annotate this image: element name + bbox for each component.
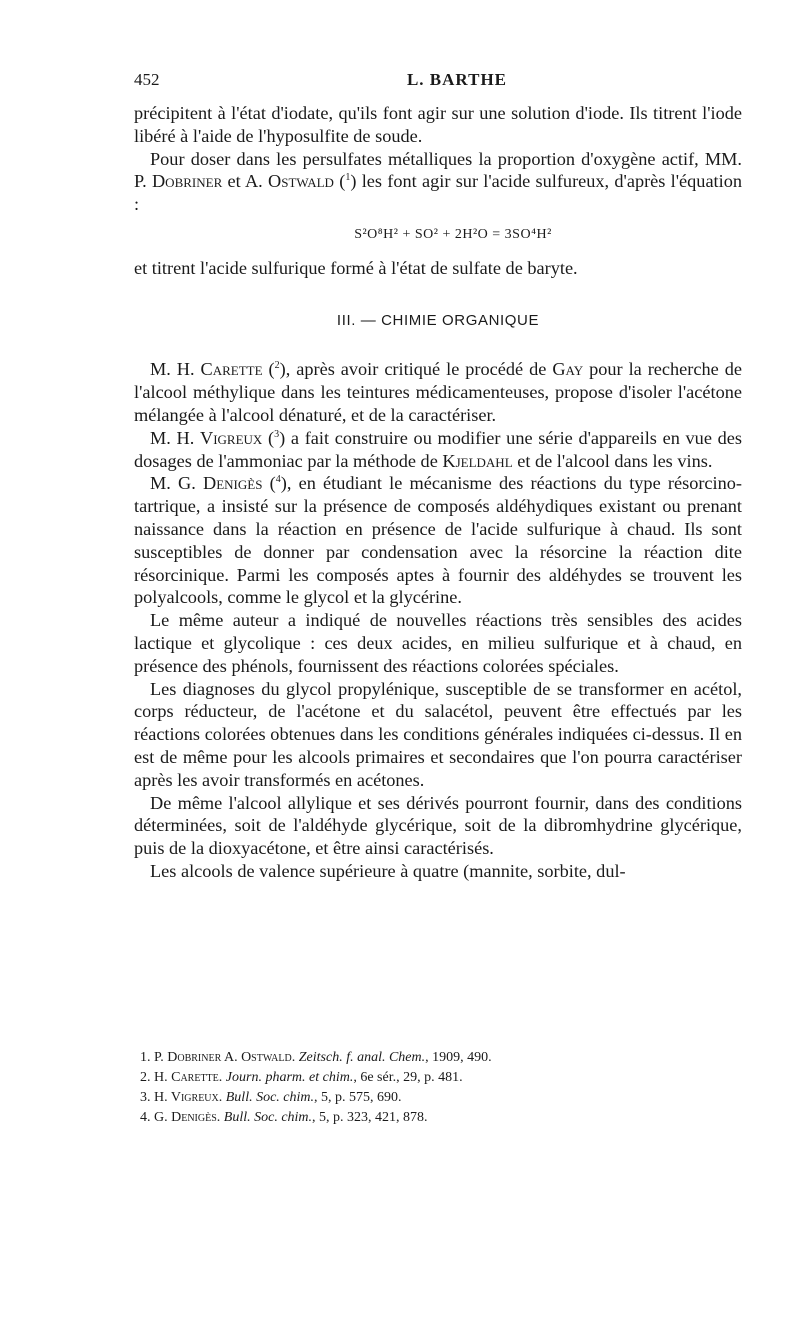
paragraph: Pour doser dans les persulfates métalliques la proportion d'oxygène actif, MM. P. Dobriner et A. Ostwald ($^1$) les font agir sur l'acide sulfureux, d'après l'équation : [134, 148, 742, 215]
footnote-journal: Bull. Soc. chim. [223, 1110, 313, 1125]
text-run: M. G. [150, 473, 204, 494]
paragraph: M. G. Denigès ($^4$), en étudiant le mécanisme des réactions du type résorcino-tartrique, a insisté sur la présence de composés aldéhydiques existant ou prenant naissance dans la réaction en présence de l'acide sulfurique à chaud. Ils sont susceptibles de donner par condensation avec la résorcine la réaction dite résorcinique. Parmi les composés aptes à fournir des aldéhydes se trouvent les polyalcools, comme le glycol et la glycérine. [134, 473, 742, 608]
author-name: Carette [200, 359, 263, 380]
paragraph: M. H. Carette ($^2$), après avoir critiqué le procédé de Gay pour la recherche de l'alcool méthylique dans les teintures médicamenteuses, propose d'isoler l'acétone mélangée à l'alcool dénaturé, et de la caractériser. [134, 359, 742, 425]
footnote-ref: 1 [345, 172, 351, 184]
footnote-details: , 5, p. 323, 421, 878. [312, 1110, 428, 1125]
paragraph: Le même auteur a indiqué de nouvelles réactions très sensibles des acides lactique et glycolique : ces deux acides, en milieu sulfurique et à chaud, en présence des phénols, fournissent des réactions colorées spéciales. [134, 610, 742, 676]
author-name: Gay [552, 359, 584, 380]
page-number: 452 [134, 70, 160, 89]
footnote-authors: P. Dobriner A. Ostwald. [154, 1050, 296, 1065]
footnote-details: , 6e sér., 29, p. 481. [353, 1070, 463, 1085]
footnote-details: , 5, p. 575, 690. [314, 1090, 402, 1105]
footnote [140, 1108, 740, 1128]
footnote-ref: 3 [274, 428, 280, 440]
paragraph: Les diagnoses du glycol propylénique, susceptible de se transformer en acétol, corps réducteur, de l'acétone et du salacétol, peuvent être effectués par les réactions colorées obtenues dans les conditions générales indiquées ci-dessus. Il en est de même pour les alcools primaires et secondaires que l'on pourra caractériser après les avoir transformés en acétones. [134, 678, 742, 790]
footnote-ref: 2 [274, 360, 280, 372]
author-name: Denigès [203, 473, 263, 494]
footnotes [140, 1048, 740, 1128]
footnote-ref: 4 [275, 474, 281, 486]
text-run: , en étudiant le mécanisme des réactions du type résorcino-tartrique, a insisté sur la présence de composés aldéhydiques existant ou prenant naissance dans la réaction en présence de l'acide sulfurique à chaud. Ils sont susceptibles de donner par condensation avec la résorcine la réaction dite résorcinique. Parmi les composés aptes à fournir des aldéhydes se trouvent les polyalcools, comme le glycol et la glycérine. [134, 473, 742, 608]
text-run: , après avoir critiqué le procédé de [285, 359, 553, 380]
footnote [140, 1048, 740, 1068]
footnote-journal: Journ. pharm. et chim. [225, 1070, 354, 1085]
footnote [140, 1068, 740, 1088]
footnote-details: , 1909, 490. [425, 1050, 492, 1065]
running-title: L. BARTHE [406, 70, 508, 89]
chemical-equation: S²O⁸H² + SO² + 2H²O = 3SO⁴H² [354, 226, 552, 242]
text-run: et de l'alcool dans les vins. [512, 450, 713, 471]
footnote-authors: H. Vigreux. [154, 1090, 223, 1105]
paragraph: De même l'alcool allylique et ses dérivés pourront fournir, dans des conditions déterminées, soit de l'aldéhyde glycérique, soit de la dibromhydrine glycérique, puis de la dioxyacétone, et être ainsi caractérisés. [134, 792, 742, 859]
footnote-authors: G. Denigès. [154, 1110, 221, 1125]
text-run: M. H. [150, 427, 200, 448]
text-run: a fait construire ou modifier une série d'appareils en vue des dosages de l'ammoniac par la méthode de [134, 427, 742, 471]
paragraph: M. H. Vigreux ($^3$) a fait construire ou modifier une série d'appareils en vue des dosages de l'ammoniac par la méthode de Kjeldahl et de l'alcool dans les vins. [134, 427, 742, 471]
author-name: Dobriner [151, 171, 223, 192]
text-run: pour la recherche de l'alcool méthylique dans les teintures médicamenteuses, propose d'isoler l'acétone mélangée à l'alcool dénaturé, et de la caractériser. [134, 359, 742, 425]
page-header [134, 70, 740, 96]
footnote [140, 1088, 740, 1108]
author-name: Kjeldahl [442, 450, 513, 471]
text-run: M. H. [150, 359, 201, 380]
footnote-journal: Zeitsch. f. anal. Chem. [298, 1050, 426, 1065]
text-run: Pour doser dans les persulfates métalliques la proportion d'oxygène actif, MM. P. [134, 148, 742, 192]
footnote-journal: Bull. Soc. chim. [225, 1090, 315, 1105]
author-name: Vigreux [200, 427, 263, 448]
text-run: les font agir sur l'acide sulfureux, d'après l'équation : [134, 171, 742, 215]
author-name: Ostwald [268, 171, 334, 192]
paragraph: précipitent à l'état d'iodate, qu'ils font agir sur une solution d'iode. Ils titrent l'iode libéré à l'aide de l'hyposulfite de soude. [134, 103, 742, 146]
footnote-number: 4. [140, 1110, 151, 1125]
paragraph: et titrent l'acide sulfurique formé à l'état de sulfate de baryte. [134, 257, 578, 278]
text-run: et A. [222, 171, 269, 192]
footnote-number: 1. [140, 1050, 151, 1065]
footnote-authors: H. Carette. [154, 1070, 223, 1085]
section-title: III. — CHIMIE ORGANIQUE [336, 311, 540, 329]
body-text [134, 102, 742, 883]
footnote-number: 2. [140, 1070, 151, 1085]
footnote-number: 3. [140, 1090, 151, 1105]
paragraph: Les alcools de valence supérieure à quatre (mannite, sorbite, dul- [150, 860, 626, 881]
